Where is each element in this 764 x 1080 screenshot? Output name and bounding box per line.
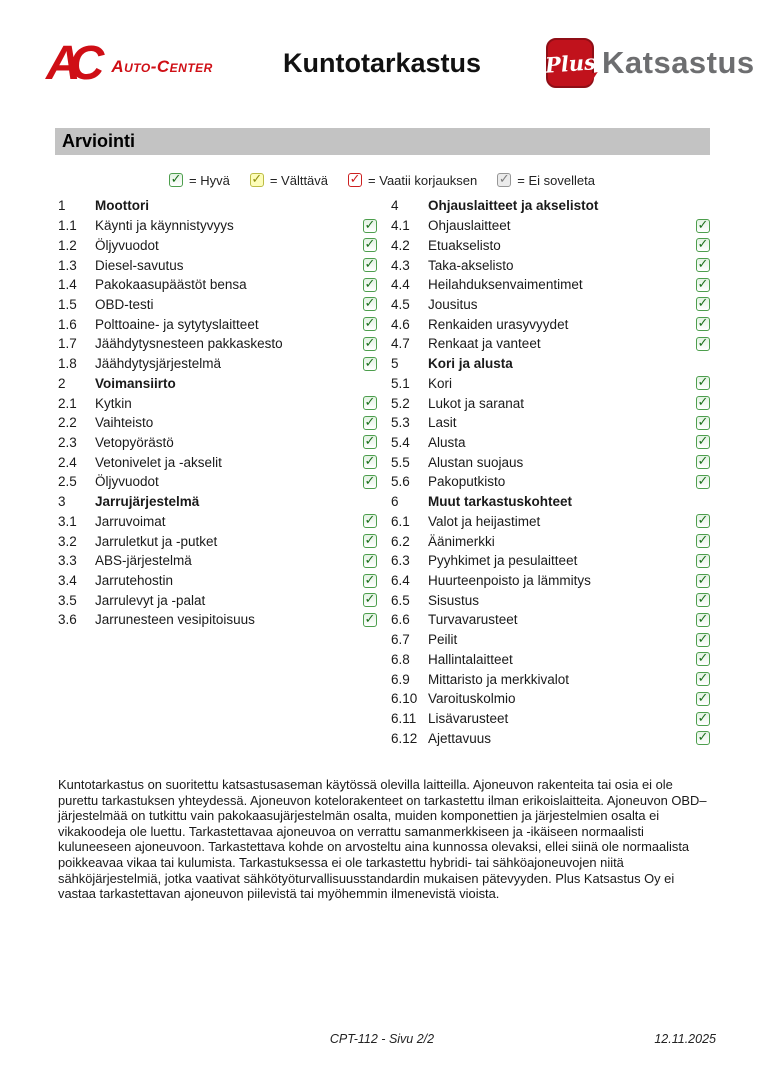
item-number: 1.4 bbox=[58, 277, 77, 293]
checklist-row bbox=[391, 650, 710, 670]
item-number: 6.1 bbox=[391, 513, 410, 529]
section-header-row bbox=[391, 196, 710, 216]
legend-item-good bbox=[169, 173, 230, 188]
checklist-row bbox=[58, 354, 377, 374]
item-label: Jäähdytysjärjestelmä bbox=[95, 356, 222, 372]
item-number: 4 bbox=[391, 198, 399, 214]
checklist-row bbox=[58, 551, 377, 571]
item-label: Pakokaasupäästöt bensa bbox=[95, 277, 247, 293]
checklist-row bbox=[391, 216, 710, 236]
footer-document-page: CPT-112 - Sivu 2/2 bbox=[329, 1032, 435, 1046]
item-number: 5.5 bbox=[391, 454, 410, 470]
checklist-row bbox=[391, 393, 710, 413]
item-number: 3.2 bbox=[58, 533, 77, 549]
checklist-row bbox=[58, 512, 377, 532]
item-number: 6.9 bbox=[391, 671, 410, 687]
legend-label: = Hyvä bbox=[189, 172, 230, 188]
item-label: Polttoaine- ja sytytyslaitteet bbox=[95, 316, 259, 332]
status-checkbox-good: ✓ bbox=[697, 434, 709, 450]
checklist-row bbox=[391, 433, 710, 453]
item-label: Heilahduksenvaimentimet bbox=[428, 277, 583, 293]
checklist-row bbox=[391, 709, 710, 729]
legend-label: = Vaatii korjauksen bbox=[368, 172, 478, 188]
item-label: Jarruletkut ja -putket bbox=[95, 533, 218, 549]
item-label: Diesel-savutus bbox=[95, 257, 184, 273]
checklist-row bbox=[391, 235, 710, 255]
checklist-row bbox=[58, 275, 377, 295]
checklist-row bbox=[58, 295, 377, 315]
checklist-row bbox=[391, 590, 710, 610]
item-number: 6.8 bbox=[391, 651, 410, 667]
item-label: Ajettavuus bbox=[428, 730, 492, 746]
section-header-row bbox=[391, 492, 710, 512]
checklist-row bbox=[58, 433, 377, 453]
item-number: 1.7 bbox=[58, 336, 77, 352]
status-checkbox-good: ✓ bbox=[364, 395, 376, 411]
status-checkbox-good: ✓ bbox=[697, 473, 709, 489]
item-number: 6.7 bbox=[391, 632, 410, 648]
section-header-row bbox=[58, 196, 377, 216]
status-checkbox-good: ✓ bbox=[697, 671, 709, 687]
status-checkbox-good: ✓ bbox=[697, 552, 709, 568]
status-checkbox-good: ✓ bbox=[697, 237, 709, 253]
legend-item-fair bbox=[250, 173, 328, 188]
status-checkbox-good: ✓ bbox=[364, 355, 376, 371]
item-number: 5.2 bbox=[391, 395, 410, 411]
checklist-row bbox=[58, 216, 377, 236]
item-label: Lasit bbox=[428, 415, 457, 431]
item-label: Varoituskolmio bbox=[428, 691, 516, 707]
item-label: Ohjauslaitteet bbox=[428, 218, 511, 234]
item-label: Vetonivelet ja -akselit bbox=[95, 454, 222, 470]
page-title: Kuntotarkastus bbox=[282, 48, 482, 78]
status-checkbox-good: ✓ bbox=[697, 651, 709, 667]
status-checkbox-good: ✓ bbox=[697, 631, 709, 647]
speech-bubble-tail-icon bbox=[587, 72, 600, 85]
item-label: Pyyhkimet ja pesulaitteet bbox=[428, 553, 578, 569]
item-label: Jäähdytysnesteen pakkaskesto bbox=[95, 336, 283, 352]
disclaimer-text: Kuntotarkastus on suoritettu katsastusaseman käytössä olevilla laitteilla. Ajoneuvon rakenteita tai osia ei ole purettu tarkastuksen yhteydessä. Ajoneuvon kotelorakenteet on tarkastettu ilman erikoislaitteita. Ajoneuvon OBD–järjestelmää on tutkittu vain pakokaasujärjestelmän osalta, muiden komponettien ja järjestelmien osalta ei vikakoodeja ole luettu. Tarkastettavaa ajoneuvoa on verrattu samanmerkkiseen ja -ikäiseen normaalisti kuluneeseen ajoneuvoon. Tarkastettava kohde on arvosteltu aina kunnossa olevaksi, ellei siinä ole normaalista poikkeavaa vikaa tai kulumista. Tarkastuksessa ei ole tarkastettu hybridi- tai sähköajoneuvojen niitä sähköjärjestelmiä, jotka vaativat sähkötyöturvallisuusstandardin mukaisen pätevyyden. Plus Katsastus Oy ei vastaa tarkastettavan ajoneuvon piilevistä tai myöhemmin ilmenevistä vioista. bbox=[58, 777, 707, 902]
item-label: Jarruvoimat bbox=[95, 513, 166, 529]
item-number: 2.3 bbox=[58, 434, 77, 450]
status-checkbox-good: ✓ bbox=[697, 217, 709, 233]
item-label: Kori ja alusta bbox=[428, 356, 513, 372]
item-label: Öljyvuodot bbox=[95, 237, 159, 253]
status-checkbox-good: ✓ bbox=[697, 395, 709, 411]
checklist-row bbox=[391, 373, 710, 393]
item-number: 1.1 bbox=[58, 218, 77, 234]
status-checkbox-good: ✓ bbox=[364, 454, 376, 470]
checklist-row bbox=[391, 413, 710, 433]
item-label: Huurteenpoisto ja lämmitys bbox=[428, 573, 591, 589]
item-number: 5.6 bbox=[391, 474, 410, 490]
item-label: ABS-järjestelmä bbox=[95, 553, 192, 569]
item-number: 6.4 bbox=[391, 573, 410, 589]
item-label: Kytkin bbox=[95, 395, 132, 411]
plus-katsastus-logo bbox=[543, 38, 755, 88]
checklist-row bbox=[58, 393, 377, 413]
checklist-row bbox=[391, 314, 710, 334]
checklist-row bbox=[391, 472, 710, 492]
item-number: 1.8 bbox=[58, 356, 77, 372]
checklist-row bbox=[391, 630, 710, 650]
checklist-row bbox=[391, 669, 710, 689]
item-label: Vetopyörästö bbox=[95, 434, 174, 450]
checklist-row bbox=[391, 610, 710, 630]
item-label: Pakoputkisto bbox=[428, 474, 506, 490]
checklist-row bbox=[391, 531, 710, 551]
legend bbox=[0, 170, 764, 190]
item-label: Jousitus bbox=[428, 296, 478, 312]
item-label: Lukot ja saranat bbox=[428, 395, 525, 411]
status-checkbox-good: ✓ bbox=[697, 335, 709, 351]
item-label: Jarrutehostin bbox=[95, 573, 174, 589]
status-checkbox-good: ✓ bbox=[364, 552, 376, 568]
item-number: 4.1 bbox=[391, 218, 410, 234]
item-number: 1.5 bbox=[58, 296, 77, 312]
item-number: 2.2 bbox=[58, 415, 77, 431]
item-number: 4.4 bbox=[391, 277, 410, 293]
item-label: Jarrulevyt ja -palat bbox=[95, 592, 206, 608]
status-checkbox-good: ✓ bbox=[697, 257, 709, 273]
item-number: 6.11 bbox=[391, 711, 417, 727]
footer-date: 12.11.2025 bbox=[654, 1032, 716, 1046]
checklist-row bbox=[58, 334, 377, 354]
item-number: 1.3 bbox=[58, 257, 77, 273]
item-label: OBD-testi bbox=[95, 296, 154, 312]
status-checkbox-good: ✓ bbox=[364, 335, 376, 351]
checklist-row bbox=[58, 571, 377, 591]
checklist-row bbox=[391, 255, 710, 275]
item-label: Ohjauslaitteet ja akselistot bbox=[428, 198, 599, 214]
section-header-bar bbox=[55, 128, 710, 155]
status-checkbox-good: ✓ bbox=[364, 316, 376, 332]
status-checkbox-good: ✓ bbox=[364, 513, 376, 529]
item-label: Lisävarusteet bbox=[428, 711, 509, 727]
item-label: Käynti ja käynnistyvyys bbox=[95, 218, 234, 234]
item-label: Vaihteisto bbox=[95, 415, 154, 431]
item-number: 2.1 bbox=[58, 395, 77, 411]
item-label: Valot ja heijastimet bbox=[428, 513, 541, 529]
checklist-row bbox=[58, 413, 377, 433]
checklist-row bbox=[391, 512, 710, 532]
item-label: Kori bbox=[428, 375, 453, 391]
status-checkbox-good: ✓ bbox=[697, 296, 709, 312]
item-label: Mittaristo ja merkkivalot bbox=[428, 671, 570, 687]
status-checkbox-good: ✓ bbox=[697, 533, 709, 549]
item-number: 5.3 bbox=[391, 415, 410, 431]
status-checkbox-na: ✓ bbox=[498, 172, 510, 187]
checklist-row bbox=[391, 571, 710, 591]
status-checkbox-good: ✓ bbox=[364, 217, 376, 233]
status-checkbox-repair: ✓ bbox=[349, 172, 361, 187]
item-label: Öljyvuodot bbox=[95, 474, 159, 490]
status-checkbox-good: ✓ bbox=[697, 592, 709, 608]
section-header-row bbox=[391, 354, 710, 374]
checklist-row bbox=[58, 314, 377, 334]
status-checkbox-good: ✓ bbox=[697, 276, 709, 292]
item-number: 6.10 bbox=[391, 691, 418, 707]
section-header-row bbox=[58, 373, 377, 393]
status-checkbox-good: ✓ bbox=[364, 237, 376, 253]
item-label: Taka-akselisto bbox=[428, 257, 514, 273]
plus-badge-icon bbox=[543, 38, 597, 88]
item-label: Moottori bbox=[95, 198, 149, 214]
item-number: 1.2 bbox=[58, 237, 77, 253]
status-checkbox-good: ✓ bbox=[364, 257, 376, 273]
plus-badge-text: Plus bbox=[543, 48, 597, 78]
status-checkbox-good: ✓ bbox=[364, 533, 376, 549]
section-header-row bbox=[58, 492, 377, 512]
checklist-row bbox=[58, 610, 377, 630]
checklist-row bbox=[58, 255, 377, 275]
checklist-row bbox=[58, 590, 377, 610]
checklist-row bbox=[391, 334, 710, 354]
item-number: 6.12 bbox=[391, 730, 418, 746]
item-label: Alusta bbox=[428, 434, 466, 450]
column-left bbox=[58, 196, 377, 630]
item-number: 5.4 bbox=[391, 434, 410, 450]
checklist-row bbox=[58, 531, 377, 551]
status-checkbox-good: ✓ bbox=[697, 375, 709, 391]
item-number: 3.6 bbox=[58, 612, 77, 628]
item-label: Alustan suojaus bbox=[428, 454, 524, 470]
item-number: 1 bbox=[58, 198, 66, 214]
item-label: Jarrujärjestelmä bbox=[95, 494, 200, 510]
item-number: 2.4 bbox=[58, 454, 77, 470]
item-label: Sisustus bbox=[428, 592, 480, 608]
item-number: 3.1 bbox=[58, 513, 77, 529]
item-label: Jarrunesteen vesipitoisuus bbox=[95, 612, 255, 628]
item-number: 6.2 bbox=[391, 533, 410, 549]
item-number: 4.5 bbox=[391, 296, 410, 312]
item-label: Etuakselisto bbox=[428, 237, 501, 253]
checklist-row bbox=[391, 275, 710, 295]
item-number: 5 bbox=[391, 356, 399, 372]
checklist-row bbox=[391, 689, 710, 709]
item-label: Äänimerkki bbox=[428, 533, 495, 549]
status-checkbox-good: ✓ bbox=[697, 611, 709, 627]
item-number: 5.1 bbox=[391, 375, 410, 391]
status-checkbox-fair: ✓ bbox=[251, 172, 263, 187]
status-checkbox-good: ✓ bbox=[364, 572, 376, 588]
item-label: Voimansiirto bbox=[95, 375, 176, 391]
section-title: Arviointi bbox=[62, 131, 136, 151]
item-number: 3.4 bbox=[58, 573, 77, 589]
item-label: Renkaat ja vanteet bbox=[428, 336, 541, 352]
item-label: Peilit bbox=[428, 632, 458, 648]
status-checkbox-good: ✓ bbox=[364, 434, 376, 450]
legend-label: = Ei sovelleta bbox=[517, 172, 595, 188]
checklist-row bbox=[391, 551, 710, 571]
item-number: 4.7 bbox=[391, 336, 410, 352]
item-number: 2 bbox=[58, 375, 66, 391]
item-label: Renkaiden urasyvyydet bbox=[428, 316, 569, 332]
item-number: 6.6 bbox=[391, 612, 410, 628]
item-number: 1.6 bbox=[58, 316, 77, 332]
checklist-row bbox=[391, 295, 710, 315]
status-checkbox-good: ✓ bbox=[697, 690, 709, 706]
item-number: 4.6 bbox=[391, 316, 410, 332]
item-number: 3.3 bbox=[58, 553, 77, 569]
status-checkbox-good: ✓ bbox=[364, 611, 376, 627]
status-checkbox-good: ✓ bbox=[697, 710, 709, 726]
item-number: 6.5 bbox=[391, 592, 410, 608]
status-checkbox-good: ✓ bbox=[364, 296, 376, 312]
status-checkbox-good: ✓ bbox=[364, 473, 376, 489]
checklist-row bbox=[58, 472, 377, 492]
katsastus-logo-text: Katsastus bbox=[602, 45, 755, 80]
status-checkbox-good: ✓ bbox=[697, 414, 709, 430]
item-number: 4.2 bbox=[391, 237, 410, 253]
legend-label: = Välttävä bbox=[269, 172, 329, 188]
item-number: 4.3 bbox=[391, 257, 410, 273]
status-checkbox-good: ✓ bbox=[697, 316, 709, 332]
item-label: Turvavarusteet bbox=[428, 612, 518, 628]
checklist-row bbox=[58, 235, 377, 255]
item-number: 6 bbox=[391, 494, 399, 510]
item-number: 3 bbox=[58, 494, 66, 510]
status-checkbox-good: ✓ bbox=[364, 592, 376, 608]
status-checkbox-good: ✓ bbox=[697, 513, 709, 529]
status-checkbox-good: ✓ bbox=[697, 572, 709, 588]
legend-item-na bbox=[497, 173, 595, 188]
status-checkbox-good: ✓ bbox=[364, 276, 376, 292]
status-checkbox-good: ✓ bbox=[170, 172, 182, 187]
status-checkbox-good: ✓ bbox=[697, 454, 709, 470]
item-label: Hallintalaitteet bbox=[428, 651, 513, 667]
status-checkbox-good: ✓ bbox=[697, 730, 709, 746]
item-number: 2.5 bbox=[58, 474, 77, 490]
item-number: 3.5 bbox=[58, 592, 77, 608]
status-checkbox-good: ✓ bbox=[364, 414, 376, 430]
checklist-row bbox=[58, 452, 377, 472]
column-right bbox=[391, 196, 710, 748]
checklist-row bbox=[391, 452, 710, 472]
item-number: 6.3 bbox=[391, 553, 410, 569]
legend-item-repair bbox=[348, 173, 477, 188]
auto-center-logo-text: Auto-Center bbox=[111, 57, 213, 76]
checklist-row bbox=[391, 728, 710, 748]
checklist bbox=[58, 196, 710, 748]
item-label: Muut tarkastuskohteet bbox=[428, 494, 573, 510]
auto-center-monogram-icon: AC bbox=[46, 37, 94, 90]
